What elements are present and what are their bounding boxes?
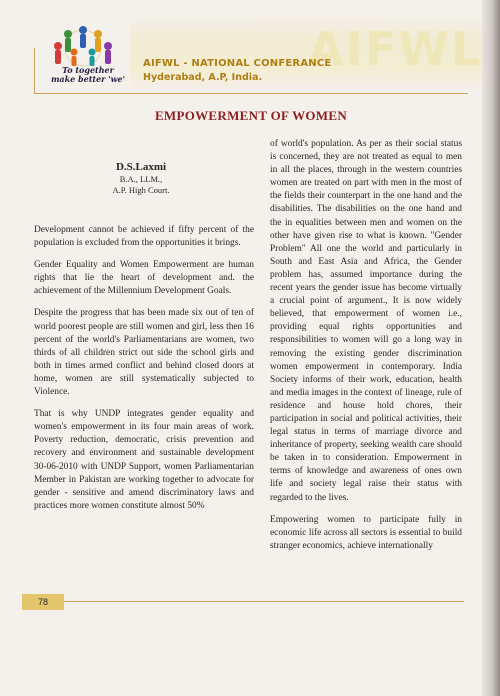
logo-caption: To together make better 'we'	[50, 65, 126, 84]
paragraph: Empowering women to participate fully in economic life across all sectors is essential to build stranger economics, achieve internationally	[270, 514, 462, 551]
watermark: AIFWL	[308, 22, 483, 76]
author-name: D.S.Laxmi	[115, 161, 167, 173]
header-vertical-rule	[34, 48, 35, 94]
conference-title: AIFWL - NATIONAL CONFERANCE	[143, 58, 332, 69]
conference-location: Hyderabad, A.P, India.	[143, 72, 263, 83]
header-rule	[34, 93, 468, 94]
page-gutter-shadow	[482, 0, 500, 696]
author-affiliation: A.P. High Court.	[112, 185, 170, 195]
paragraph: of world's population. As per as their social status is concerned, they are not treated as equal to men in all the places, through in the western countries women are treated on part with men in the most of the fields their counterpart in the one hand and the disabilities. The disabilities on the one hand and the in equalities between men and women on the other have given rise to what is known. "Gender Problem" All one the world and particularly in South and East Asia and Africa, the Gender problem has, assumed importance during the recent years the gender issue has become virtually a crucial point of argument., It is now widely believed, that empowerment of women i.e., providing equal rights opportunities and responsibilities to women will go a long way in removing the existing gender discrimination women empowerment in contemporary. India Society informs of their work, education, health and media images in the context of lineage, rule of residence and house hold chores, their participation in social and political activities, their legal status in terms of marriage divorce and inheritance of property, seeking wealth care should be taken in to consideration. Empowerment in terms of knowledge and awareness of ones own life and society legal raise their status with regarded to the lives.	[270, 139, 462, 503]
paragraph: Despite the progress that has been made six out of ten of world poorest people are still women and girl, less then 16 percent of the world's Parliamentarians are women, two thirds of all children strict out side the school girls and both in times armed conflict and behind closed doors at home, women are still systematically subjected to Violence.	[34, 308, 254, 398]
right-column	[270, 138, 462, 562]
left-column	[34, 224, 254, 522]
paragraph: Gender Equality and Women Empowerment are human rights that lie the heart of development and. the achievement of the Millennium Development Goals.	[34, 260, 254, 297]
article-title: EMPOWERMENT OF WOMEN	[154, 108, 348, 123]
footer-rule	[64, 601, 464, 602]
paragraph: That is why UNDP integrates gender equality and women's empowerment in its four main areas of work. Poverty reduction, democratic, crisis prevention and recovery and environment and sustainable development 30-06-2010 with UNDP Support, women Parliamentarian Member in Pakistan are working together to advocate for gender - sensitive and amend discriminatory laws and practices more women constitute almost 50%	[34, 409, 254, 511]
page-number: 78	[22, 594, 64, 610]
author-block	[34, 160, 248, 196]
paragraph: Development cannot be achieved if fifty percent of the population is excluded from the opportunities it brings.	[34, 225, 254, 249]
author-degree: B.A., LLM.,	[119, 174, 163, 184]
